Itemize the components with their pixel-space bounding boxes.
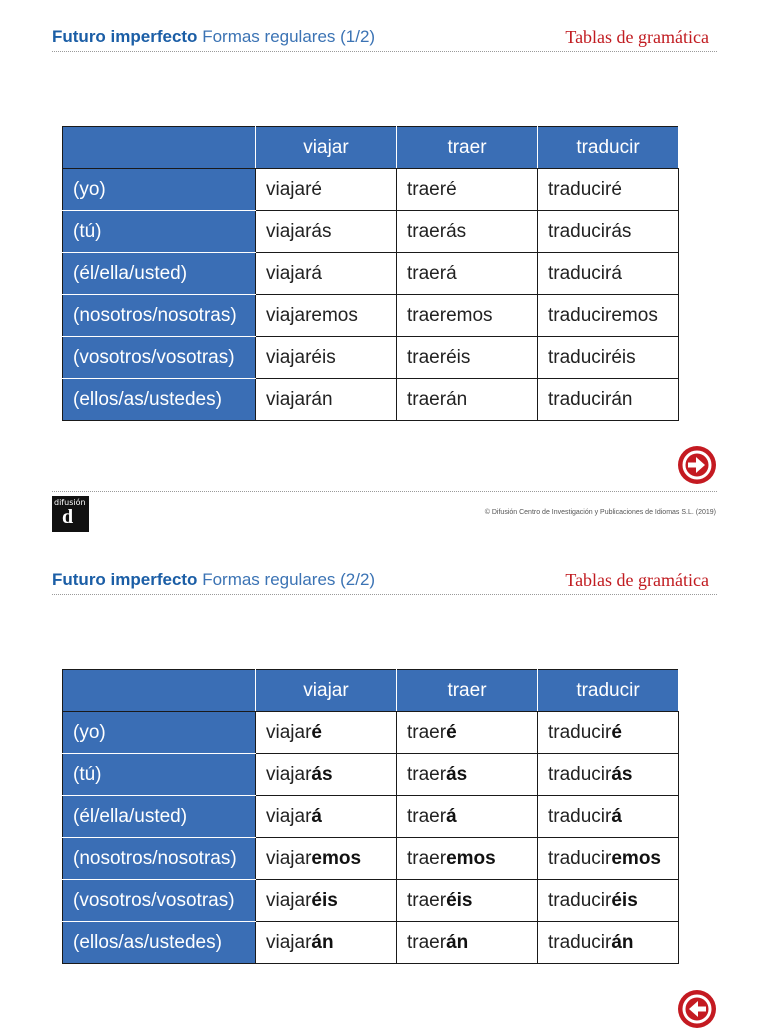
conjugation-cell: [538, 796, 679, 838]
conjugation-cell: [256, 754, 397, 796]
verb-stem: viajaréis: [266, 346, 336, 368]
verb-stem: traducir: [548, 805, 612, 827]
verb-stem: traerá: [407, 262, 457, 284]
verb-ending: á: [446, 805, 457, 827]
verb-stem: viajarás: [266, 220, 332, 242]
verb-stem: traer: [407, 847, 447, 869]
conjugation-cell: [256, 337, 397, 379]
conjugation-table: [62, 669, 679, 964]
table-row: [63, 796, 679, 838]
verb-stem: traducir: [548, 931, 612, 953]
verb-stem: traducirá: [548, 262, 622, 284]
table-header-row: [63, 127, 679, 169]
conjugation-cell: [397, 379, 538, 421]
verb-ending: ás: [446, 763, 468, 785]
conjugation-table: [62, 126, 679, 421]
verb-stem: traducir: [548, 721, 612, 743]
pronoun-cell: (yo): [63, 169, 256, 211]
conjugation-cell: [256, 880, 397, 922]
section-label: Tablas de gramática: [565, 570, 709, 590]
verb-ending: é: [611, 721, 622, 743]
verb-header-traducir: traducir: [538, 127, 679, 169]
table-header-row: [63, 670, 679, 712]
pronoun-cell: (ellos/as/ustedes): [63, 922, 256, 964]
verb-ending: án: [446, 931, 469, 953]
conjugation-cell: [397, 838, 538, 880]
verb-stem: traerás: [407, 220, 467, 242]
copyright-text: © Difusión Centro de Investigación y Publicaciones de Idiomas S.L. (2019): [484, 509, 716, 516]
conjugation-cell: [256, 796, 397, 838]
verb-header-traducir: traducir: [538, 670, 679, 712]
verb-header-traer: traer: [397, 127, 538, 169]
conjugation-cell: [256, 253, 397, 295]
page-header: [52, 568, 717, 595]
verb-stem: viajar: [266, 721, 312, 743]
verb-header-traer: traer: [397, 670, 538, 712]
page-header: [52, 25, 717, 52]
pronoun-cell: (tú): [63, 754, 256, 796]
next-page-button[interactable]: [678, 446, 716, 484]
page-title: Futuro imperfecto Formas regulares (2/2): [52, 570, 376, 589]
conjugation-cell: [538, 838, 679, 880]
conjugation-cell: [397, 253, 538, 295]
table-row: [63, 880, 679, 922]
conjugation-cell: [397, 337, 538, 379]
page-subtitle: Formas regulares (2/2): [202, 570, 376, 589]
table-row: [63, 754, 679, 796]
conjugation-cell: [397, 295, 538, 337]
verb-stem: traer: [407, 763, 447, 785]
verb-header-viajar: viajar: [256, 670, 397, 712]
verb-stem: viajaré: [266, 178, 322, 200]
conjugation-cell: [397, 169, 538, 211]
table-corner: [63, 127, 256, 169]
page-title: Futuro imperfecto Formas regulares (1/2): [52, 27, 376, 46]
verb-ending: emos: [446, 847, 496, 869]
table-row: [63, 253, 679, 295]
verb-header-viajar: viajar: [256, 127, 397, 169]
verb-stem: viajar: [266, 847, 312, 869]
previous-page-button[interactable]: [678, 990, 716, 1028]
pronoun-cell: (nosotros/nosotras): [63, 838, 256, 880]
verb-stem: traer: [407, 721, 447, 743]
conjugation-cell: [538, 922, 679, 964]
verb-stem: traduciremos: [548, 304, 658, 326]
pronoun-cell: (tú): [63, 211, 256, 253]
verb-stem: viajar: [266, 889, 312, 911]
verb-ending: é: [311, 721, 322, 743]
table-row: [63, 211, 679, 253]
verb-ending: éis: [611, 889, 638, 911]
conjugation-cell: [538, 337, 679, 379]
conjugation-cell: [256, 295, 397, 337]
conjugation-cell: [256, 169, 397, 211]
conjugation-cell: [397, 754, 538, 796]
verb-stem: traducir: [548, 763, 612, 785]
verb-stem: traeréis: [407, 346, 471, 368]
verb-stem: viajarán: [266, 388, 333, 410]
conjugation-cell: [397, 211, 538, 253]
conjugation-cell: [538, 169, 679, 211]
conjugation-cell: [538, 754, 679, 796]
verb-ending: emos: [311, 847, 362, 869]
table-row: [63, 169, 679, 211]
verb-ending: éis: [446, 889, 473, 911]
pronoun-cell: (él/ella/usted): [63, 253, 256, 295]
table-row: [63, 379, 679, 421]
verb-stem: traer: [407, 805, 447, 827]
conjugation-cell: [256, 379, 397, 421]
publisher-logo: difusión d: [52, 496, 89, 532]
conjugation-cell: [538, 253, 679, 295]
conjugation-cell: [397, 922, 538, 964]
conjugation-cell: [256, 838, 397, 880]
verb-stem: traducirán: [548, 388, 633, 410]
verb-stem: viajaremos: [266, 304, 358, 326]
table-row: [63, 838, 679, 880]
pronoun-cell: (nosotros/nosotras): [63, 295, 256, 337]
verb-stem: viajar: [266, 931, 312, 953]
pronoun-cell: (yo): [63, 712, 256, 754]
verb-ending: é: [446, 721, 457, 743]
pronoun-cell: (vosotros/vosotras): [63, 337, 256, 379]
verb-stem: traeré: [407, 178, 457, 200]
pronoun-cell: (él/ella/usted): [63, 796, 256, 838]
verb-ending: á: [311, 805, 322, 827]
verb-ending: án: [311, 931, 334, 953]
conjugation-cell: [397, 712, 538, 754]
conjugation-cell: [538, 379, 679, 421]
conjugation-cell: [397, 880, 538, 922]
verb-ending: ás: [611, 763, 633, 785]
verb-ending: á: [611, 805, 622, 827]
verb-stem: traeremos: [407, 304, 493, 326]
table-row: [63, 922, 679, 964]
conjugation-cell: [538, 712, 679, 754]
arrow-left-circle-icon: [678, 990, 716, 1028]
verb-stem: viajar: [266, 805, 312, 827]
verb-stem: traerán: [407, 388, 468, 410]
verb-stem: viajará: [266, 262, 322, 284]
verb-stem: traducir: [548, 847, 612, 869]
conjugation-cell: [256, 922, 397, 964]
conjugation-cell: [538, 295, 679, 337]
table-row: [63, 337, 679, 379]
arrow-right-circle-icon: [678, 446, 716, 484]
verb-ending: emos: [611, 847, 661, 869]
section-label: Tablas de gramática: [565, 27, 709, 47]
verb-stem: traducirás: [548, 220, 632, 242]
pronoun-cell: (vosotros/vosotras): [63, 880, 256, 922]
conjugation-cell: [538, 880, 679, 922]
pronoun-cell: (ellos/as/ustedes): [63, 379, 256, 421]
verb-ending: án: [611, 931, 634, 953]
conjugation-cell: [397, 796, 538, 838]
verb-stem: viajar: [266, 763, 312, 785]
table-row: [63, 295, 679, 337]
verb-stem: traduciréis: [548, 346, 636, 368]
verb-stem: traduciré: [548, 178, 622, 200]
conjugation-cell: [256, 211, 397, 253]
conjugation-cell: [256, 712, 397, 754]
table-corner: [63, 670, 256, 712]
verb-stem: traducir: [548, 889, 612, 911]
verb-ending: ás: [311, 763, 333, 785]
table-row: [63, 712, 679, 754]
conjugation-cell: [538, 211, 679, 253]
verb-stem: traer: [407, 889, 447, 911]
page-subtitle: Formas regulares (1/2): [202, 27, 376, 46]
footer-divider: [52, 491, 717, 492]
verb-stem: traer: [407, 931, 447, 953]
verb-ending: éis: [311, 889, 338, 911]
